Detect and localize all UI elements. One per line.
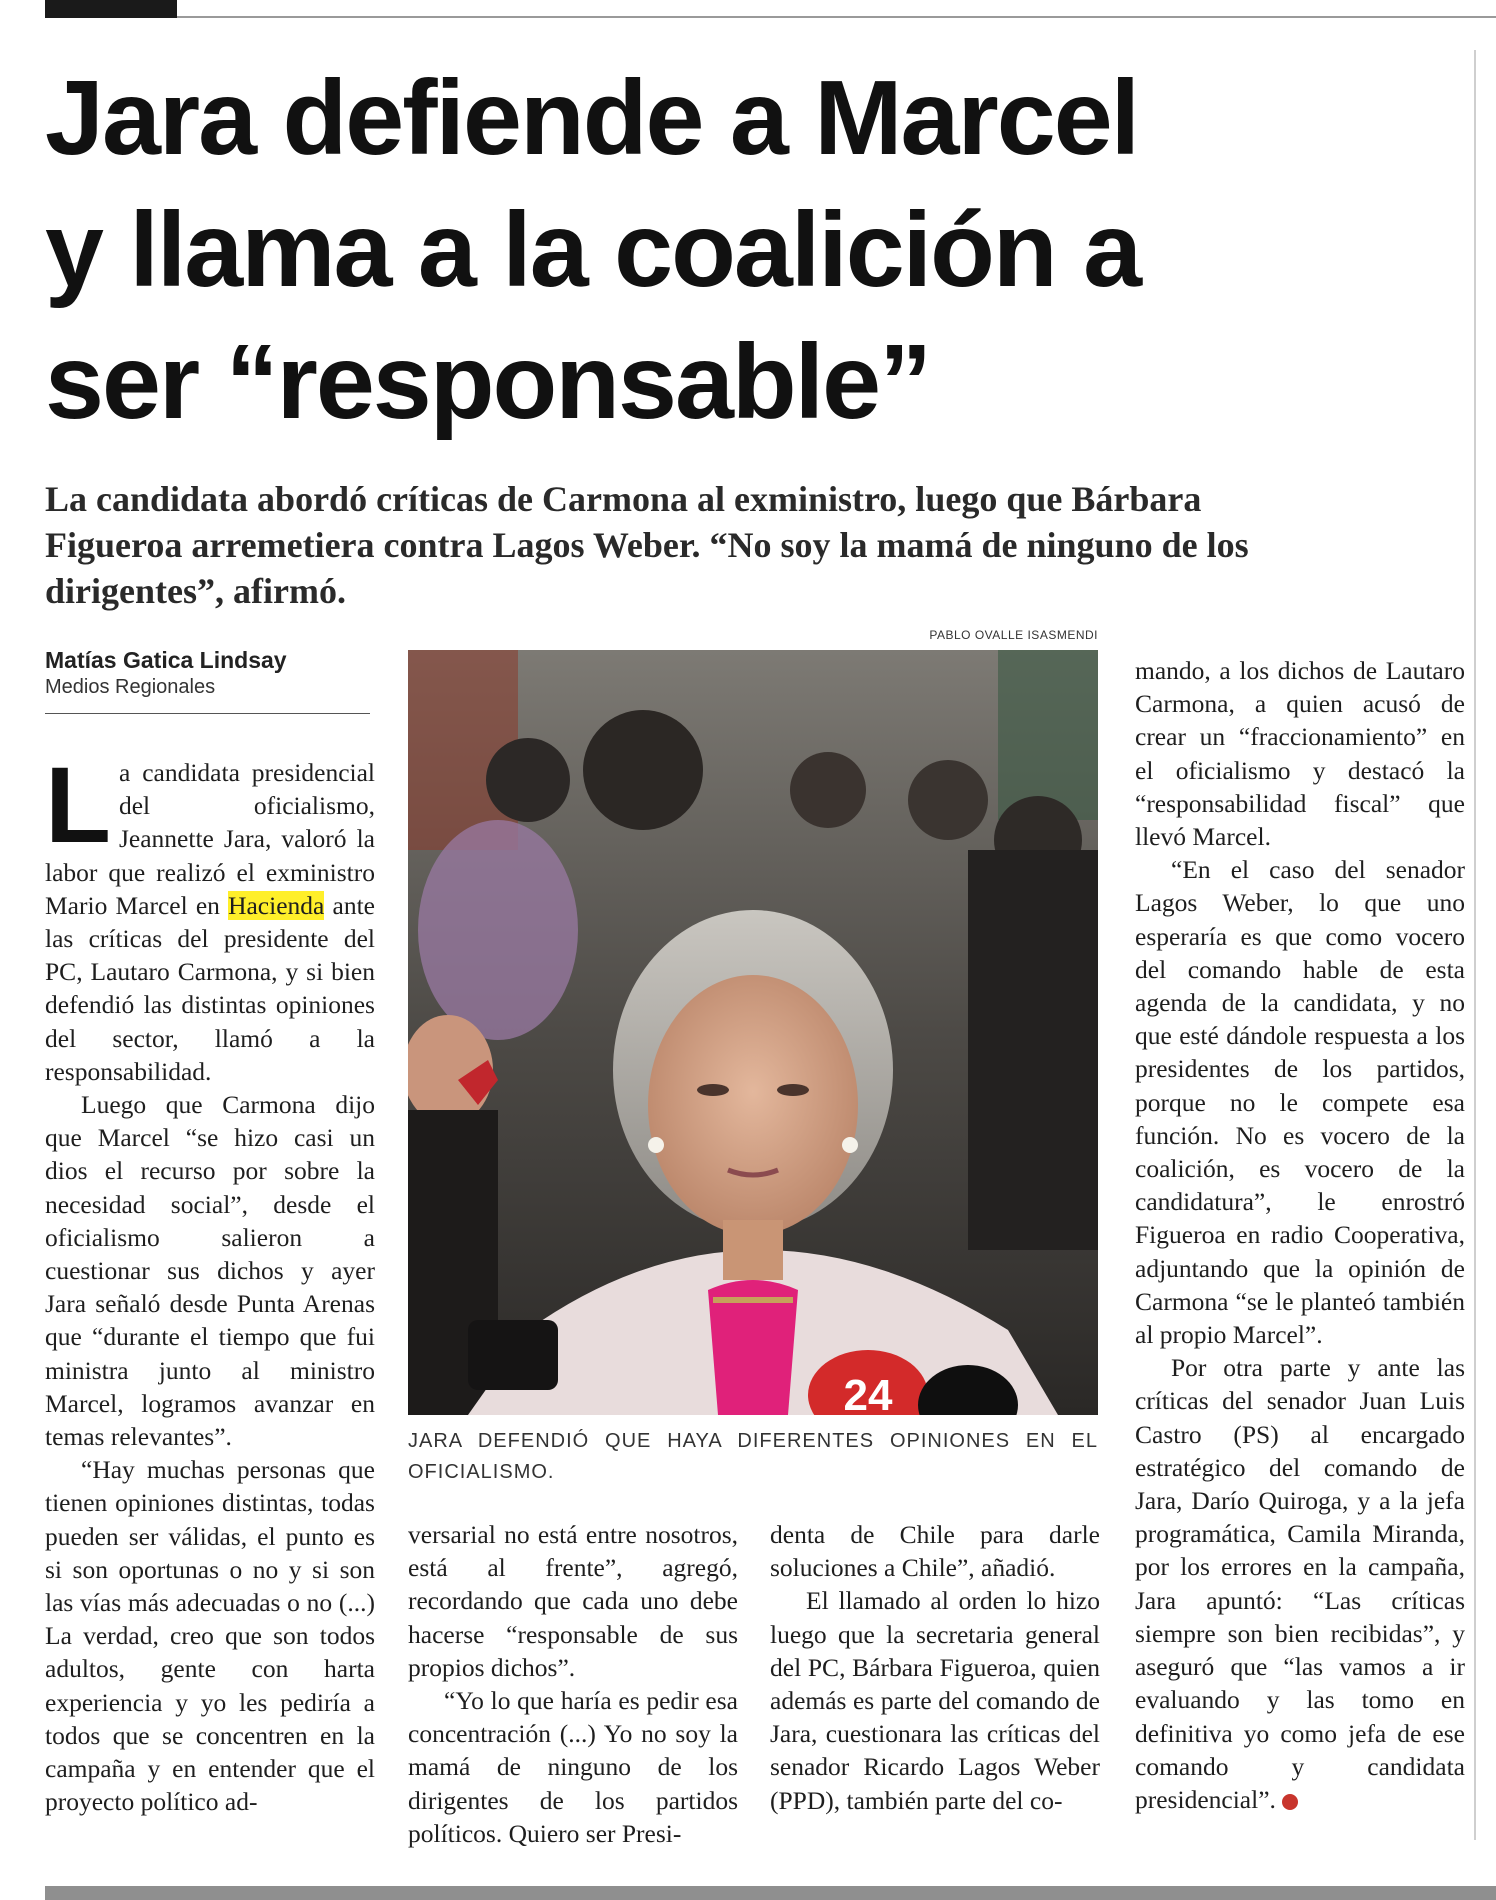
photo-illustration [408, 650, 1098, 1415]
paragraph-5-part-2: mando, a los dichos de Lautaro Carmona, a quien acusó de crear un “fraccionamiento” en el oficialismo y destacó la “responsabilidad fiscal” que llevó Marcel. [1135, 656, 1465, 852]
paragraph-1 [45, 744, 375, 1088]
deck-line-1: La candidata abordó críticas de Carmona al exministro, luego que Bárbara [45, 479, 1202, 519]
deck-line-3: dirigentes”, afirmó. [45, 571, 346, 611]
paragraph-6: “En el caso del senador Lagos Weber, lo que uno esperaría es que como vocero del comando hable de esta agenda de la candidata, y no que esté dándole respuesta a los presidentes de los partidos, porque no le compete esa función. No es vocero de la coalición, es vocero de la candidatura”, le enrostró Figueroa en radio Cooperativa, adjuntando que la opinión de Carmona “se le planteó también al propio Marcel”. [1135, 855, 1465, 1350]
paragraph-2: Luego que Carmona dijo que Marcel “se hizo casi un dios el recurso por sobre la necesidad social”, desde el oficialismo salieron a cuestionar sus dichos y ayer Jara señaló desde Punta Arenas que “durante el tiempo que fui ministra junto al ministro Marcel, logramos avanzar en temas relevantes”. [45, 1090, 375, 1452]
article-column-3 [770, 1518, 1100, 1817]
microphone-label: 24 [843, 1371, 893, 1415]
bottom-bar [45, 1886, 1496, 1900]
photo-credit: PABLO OVALLE ISASMENDI [929, 628, 1098, 642]
paragraph-7-text: Por otra parte y ante las críticas del senador Juan Luis Castro (PS) al encargado estratégico del comando de Jara, Darío Quiroga, y a la jefa programática, Camila Miranda, por los errores en la campaña, Jara apuntó: “Las críticas siempre son bien recibidas”, y aseguró que “las vamos a ir evaluando y las tomo en definitiva yo como jefa de ese comando y candidata presidencial”. [1135, 1353, 1465, 1814]
deck-line-2: Figueroa arremetiera contra Lagos Weber. “No soy la mamá de ninguno de los [45, 525, 1249, 565]
article-photo [408, 650, 1098, 1415]
drop-cap: L [45, 744, 111, 865]
paragraph-1-text-a: a candidata presidencial del oficialismo, Jeannette Jara, valoró la labor que realizó el exministro Mario Marcel en [45, 758, 375, 920]
paragraph-3-part-2: versarial no está entre nosotros, está al frente”, agregó, recordando que cada uno debe hacerse “responsable de sus propios dichos”. [408, 1520, 738, 1682]
column-divider [1474, 50, 1476, 1840]
top-rule [177, 16, 1496, 18]
paragraph-3-part-1: “Hay muchas personas que tienen opiniones distintas, todas pueden ser válidas, el punto es si son oportunas o no y si son las vías más adecuadas o no (...) La verdad, creo que son todos adultos, gente con harta experiencia y yo les pediría a todos que se concentren en la campaña y en entender que el proyecto político ad- [45, 1455, 375, 1817]
headline [45, 52, 1445, 448]
end-mark-icon [1282, 1794, 1298, 1810]
section-tab [45, 0, 177, 18]
article-column-4 [1135, 654, 1465, 1816]
paragraph-4-part-2: denta de Chile para darle soluciones a Chile”, añadió. [770, 1520, 1100, 1583]
highlighted-word: Hacienda [228, 890, 325, 920]
paragraph-7 [1135, 1351, 1465, 1816]
author-name: Matías Gatica Lindsay [45, 647, 287, 673]
article-column-2 [408, 1518, 738, 1850]
headline-line-3: ser “responsable” [45, 323, 931, 441]
byline-rule [45, 713, 370, 714]
photo-caption: JARA DEFENDIÓ QUE HAYA DIFERENTES OPINIONES EN EL OFICIALISMO. [408, 1430, 1098, 1483]
paragraph-5-part-1: El llamado al orden lo hizo luego que la secretaria general del PC, Bárbara Figueroa, quien además es parte del comando de Jara, cuestionara las críticas del senador Ricardo Lagos Weber (PPD), también parte del co- [770, 1586, 1100, 1815]
article-column-1 [45, 744, 375, 1819]
byline [45, 646, 375, 700]
deck-subtitle [45, 476, 1465, 614]
paragraph-4-part-1: “Yo lo que haría es pedir esa concentración (...) Yo no soy la mamá de ninguno de los dirigentes de los partidos políticos. Quiero ser Presi- [408, 1686, 738, 1848]
outlet-name: Medios Regionales [45, 676, 216, 698]
headline-line-1: Jara defiende a Marcel [45, 59, 1139, 177]
paragraph-1-text-b: ante las críticas del presidente del PC, Lautaro Carmona, y si bien defendió las distintas opiniones del sector, llamó a la responsabilidad. [45, 890, 375, 1086]
headline-line-2: y llama a la coalición a [45, 191, 1141, 309]
